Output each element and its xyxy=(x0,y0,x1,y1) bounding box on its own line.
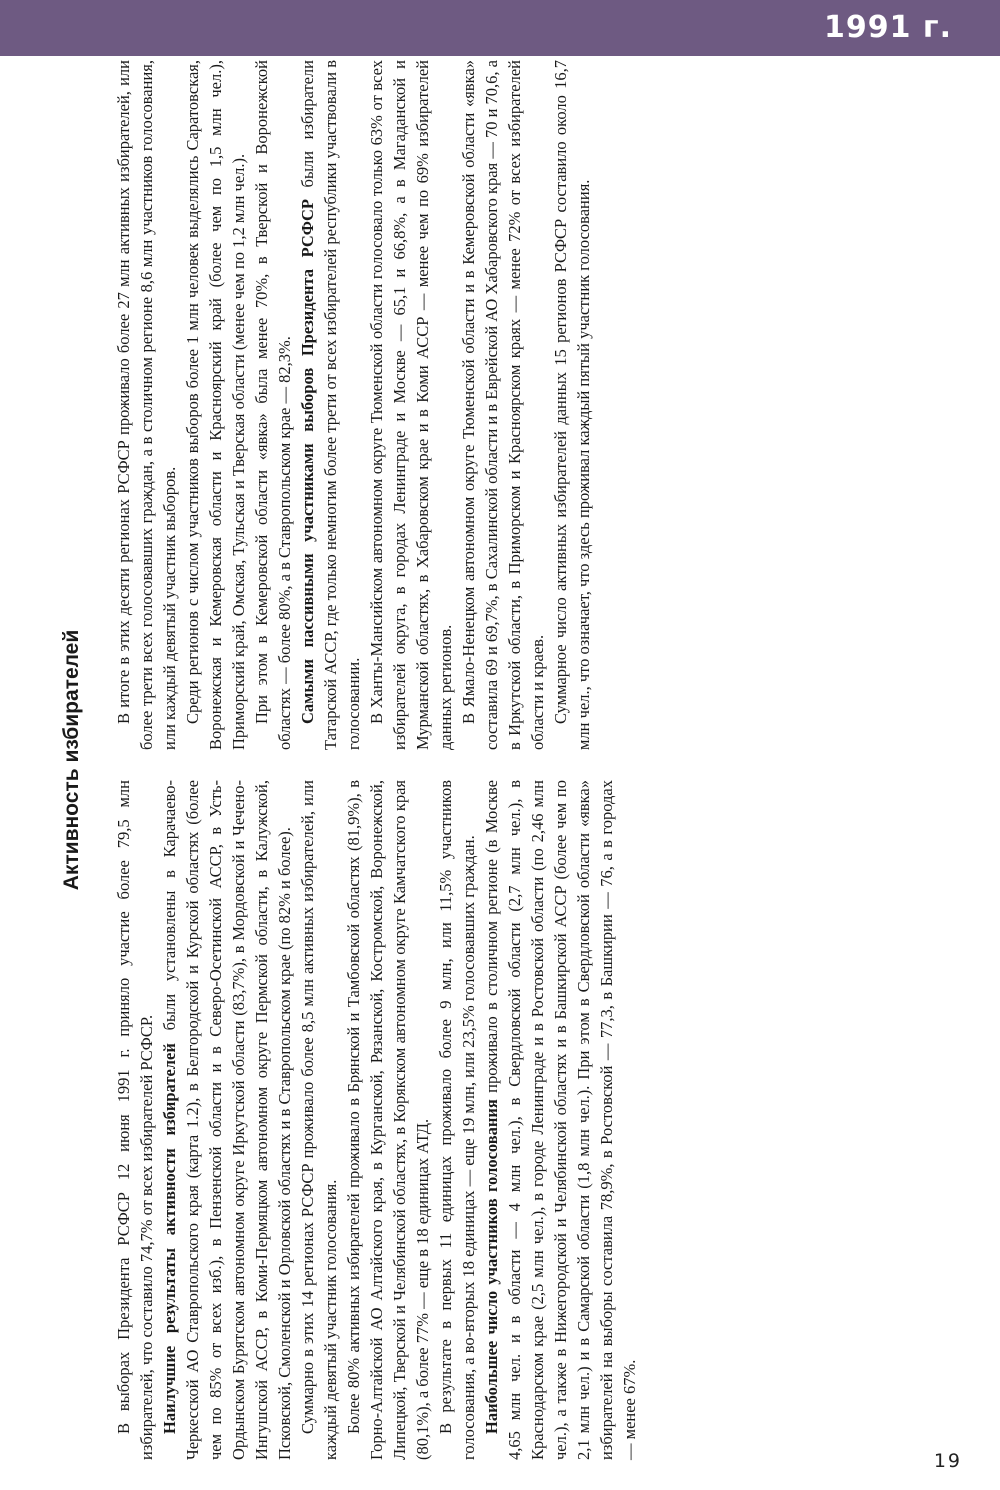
paragraph xyxy=(158,780,296,1460)
page-body xyxy=(60,59,800,1460)
paragraph-text: При этом в Кемеровской области «явка» была менее 70%, в Тверской и Воронежской областях — более 80%, а в Ставропольском крае — 82,3%. xyxy=(252,60,294,750)
paragraph-text: Более 80% активных избирателей проживало в Брянской и Тамбовской областях (81,9%), в Горно-Алтайской АО Алтайского края, в Курганской, Рязанской, Костромской, Воронежской, Липецкой, Тверской и Челябинской областях, в Корякском автономном округе Камчатского края (80,1%), а более 77% — еще в 18 единицах АТД. xyxy=(344,780,432,1460)
paragraph-text: Среди регионов с числом участников выборов более 1 млн человек выделялись Саратовская, Воронежская и Кемеровская области и Красноярский край (более чем по 1,5 млн чел.), Приморский край, Омская, Тульская и Тверская области (менее чем по 1,2 млн чел.). xyxy=(183,60,248,750)
paragraph-text: проживало в столичном регионе (в Москве 4,65 млн чел. и в области — 4 млн чел.), в Свердловской области (2,7 млн чел.), в Краснодарском крае (2,5 млн чел.), в городе Ленинграде и в Ростовской области (по 2,46 млн чел.), а также в Нижегородской и Челябинской областях и в Башкирской АССР (более чем по 2,1 млн чел.) и в Самарской области (1,8 млн чел.). При этом в Свердловской области «явка» избирателей на выборы составила 78,9%, в Ростовской — 77,3, в Башкирии — 76, а в городах — менее 67%. xyxy=(482,780,639,1460)
paragraph-text: были избиратели Татарской АССР, где только немногим более трети от всех избирателей республики участвовали в голосовании. xyxy=(298,60,363,750)
year-label: 1991 г. xyxy=(823,10,952,45)
paragraph xyxy=(112,60,181,750)
paragraph xyxy=(342,780,434,1460)
paragraph-text: В Ямало-Ненецком автономном округе Тюменской области и в Кемеровской области «явка» составила 69 и 69,7%, в Сахалинской области и в Еврейской АО Хабаровского края — 70 и 70,6, а в Иркутской области, в Приморском и Красноярском краях — менее 72% от всех избирателей области и краев. xyxy=(459,59,547,750)
paragraph-bold-lead: Наилучшие результаты активности избирателей xyxy=(160,1043,179,1434)
paragraph xyxy=(480,780,641,1460)
right-column xyxy=(112,60,595,750)
paragraph xyxy=(250,60,296,750)
paragraph-text: В результате в первых 11 единицах проживало более 9 млн, или 11,5% участников голосования, а во-вторых 18 единицах — еще 19 млн, или 23,5% голосовавших граждан. xyxy=(436,780,478,1460)
paragraph xyxy=(549,60,595,750)
page-number: 19 xyxy=(933,1450,962,1472)
paragraph xyxy=(296,780,342,1460)
paragraph-text: были установлены в Карачаево-Черкесской АО Ставропольского края (карта 1.2), в Белгородской и Курской областях (более чем по 85% от всех изб.), в Пензенской области и в Северо-Осетинской АССР, в Усть-Ордынском Бурятском автономном округе Иркутской области (83,7%), в Мордовской и Чечено-Ингушской АССР, в Коми-Пермяцком автономном округе Пермской области, в Калужской, Псковской, Смоленской и Орловской областях и в Ставропольском крае (по 82% и более). xyxy=(160,779,294,1460)
paragraph xyxy=(365,60,457,750)
paragraph-text: Суммарное число активных избирателей данных 15 регионов РСФСР составило около 16,7 млн чел., что означает, что здесь проживал каждый пятый участник голосования. xyxy=(551,60,593,750)
paragraph xyxy=(181,60,250,750)
paragraph xyxy=(112,780,158,1460)
paragraph-text: Суммарно в этих 14 регионах РСФСР проживало более 8,5 млн активных избирателей, или каждый девятый участник голосования. xyxy=(298,780,340,1460)
paragraph-bold-lead: Самыми пассивными участниками выборов Президента РСФСР xyxy=(298,199,317,724)
left-column xyxy=(112,780,641,1460)
paragraph-bold-lead: Наибольшее число участников голосования xyxy=(482,1099,501,1434)
paragraph-text: В выборах Президента РСФСР 12 июня 1991 г. приняло участие более 79,5 млн избирателей, что составило 74,7% от всех избирателей РСФСР. xyxy=(114,780,156,1460)
paragraph xyxy=(434,780,480,1460)
paragraph-text: В итоге в этих десяти регионах РСФСР проживало более 27 млн активных избирателей, или более трети всех голосовавших граждан, а в столичном регионе 8,6 млн участников голосования, или каждый девятый участник выборов. xyxy=(114,60,179,750)
section-title: Активность избирателей xyxy=(60,629,83,891)
paragraph-text: В Ханты-Мансийском автономном округе Тюменской области голосовало только 63% от всех избирателей округа, в городах Ленинграде и Москве — 65,1 и 66,8%, а в Магаданской и Мурманской областях, в Хабаровском крае и в Коми АССР — менее чем по 69% избирателей данных регионов. xyxy=(367,60,455,750)
paragraph xyxy=(296,60,365,750)
section-title-wrap xyxy=(60,60,84,1460)
paragraph xyxy=(457,60,549,750)
